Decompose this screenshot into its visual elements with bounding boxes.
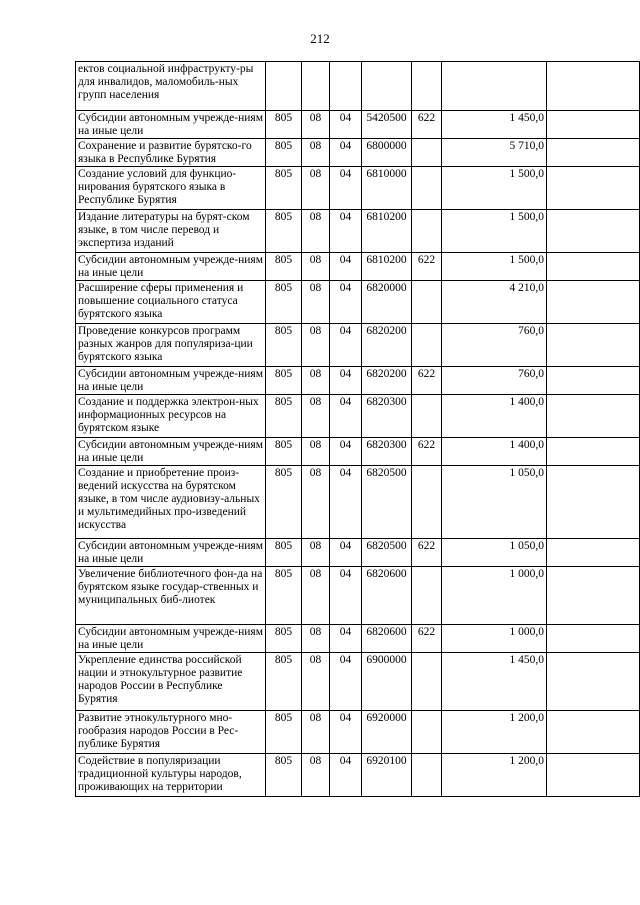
target-article-cell: 6920100 <box>362 754 412 797</box>
amount-cell: 1 450,0 <box>442 111 547 139</box>
row-name-cell: Издание литературы на бурят-ском языке, в том числе перевод и экспертиза изданий <box>76 210 266 253</box>
target-article-cell: 6820600 <box>362 625 412 653</box>
table-row <box>76 754 640 797</box>
amount-cell: 1 000,0 <box>442 567 547 625</box>
target-article-cell <box>362 62 412 111</box>
table-body <box>76 62 640 797</box>
ministry-code-cell: 805 <box>266 253 302 281</box>
subsection-code-cell: 04 <box>330 466 362 539</box>
subsection-code-cell: 04 <box>330 281 362 324</box>
table-row <box>76 324 640 367</box>
expense-type-cell <box>412 653 442 711</box>
subsection-code-cell: 04 <box>330 539 362 567</box>
expense-type-cell <box>412 395 442 438</box>
budget-table <box>75 61 640 797</box>
expense-type-cell <box>412 754 442 797</box>
subsection-code-cell: 04 <box>330 111 362 139</box>
table-row <box>76 62 640 111</box>
row-name-cell: Расширение сферы применения и повышение социального статуса бурятского языка <box>76 281 266 324</box>
subsection-code-cell: 04 <box>330 324 362 367</box>
row-name-cell: Развитие этнокультурного мно-гообразия народов России в Рес-публике Бурятия <box>76 711 266 754</box>
extra-cell <box>547 567 640 625</box>
extra-cell <box>547 625 640 653</box>
extra-cell <box>547 281 640 324</box>
target-article-cell: 6810200 <box>362 253 412 281</box>
expense-type-cell: 622 <box>412 253 442 281</box>
table-row <box>76 711 640 754</box>
ministry-code-cell: 805 <box>266 438 302 466</box>
expense-type-cell <box>412 567 442 625</box>
subsection-code-cell: 04 <box>330 711 362 754</box>
section-code-cell: 08 <box>302 711 330 754</box>
amount-cell: 1 500,0 <box>442 210 547 253</box>
target-article-cell: 6820600 <box>362 567 412 625</box>
ministry-code-cell <box>266 62 302 111</box>
table-row <box>76 438 640 466</box>
target-article-cell: 5420500 <box>362 111 412 139</box>
table-row <box>76 567 640 625</box>
subsection-code-cell: 04 <box>330 653 362 711</box>
amount-cell: 4 210,0 <box>442 281 547 324</box>
row-name-cell: Укрепление единства российской нации и этнокультурное развитие народов России в Республике Бурятия <box>76 653 266 711</box>
extra-cell <box>547 711 640 754</box>
expense-type-cell <box>412 324 442 367</box>
target-article-cell: 6900000 <box>362 653 412 711</box>
ministry-code-cell: 805 <box>266 395 302 438</box>
row-name-cell: Субсидии автономным учрежде-ниям на иные цели <box>76 625 266 653</box>
section-code-cell: 08 <box>302 754 330 797</box>
ministry-code-cell: 805 <box>266 210 302 253</box>
row-name-cell: Субсидии автономным учрежде-ниям на иные цели <box>76 539 266 567</box>
table-row <box>76 395 640 438</box>
amount-cell: 1 200,0 <box>442 754 547 797</box>
extra-cell <box>547 466 640 539</box>
extra-cell <box>547 210 640 253</box>
row-name-cell: Субсидии автономным учрежде-ниям на иные цели <box>76 253 266 281</box>
expense-type-cell: 622 <box>412 625 442 653</box>
target-article-cell: 6820500 <box>362 466 412 539</box>
extra-cell <box>547 139 640 167</box>
row-name-cell: Увеличение библиотечного фон-да на бурятском языке государ-ственных и муниципальных биб-лиотек <box>76 567 266 625</box>
expense-type-cell <box>412 62 442 111</box>
expense-type-cell: 622 <box>412 367 442 395</box>
table-row <box>76 653 640 711</box>
section-code-cell: 08 <box>302 139 330 167</box>
target-article-cell: 6810000 <box>362 167 412 210</box>
extra-cell <box>547 167 640 210</box>
extra-cell <box>547 539 640 567</box>
target-article-cell: 6820300 <box>362 395 412 438</box>
section-code-cell: 08 <box>302 466 330 539</box>
row-name-cell: Субсидии автономным учрежде-ниям на иные цели <box>76 438 266 466</box>
table-row <box>76 139 640 167</box>
table-row <box>76 253 640 281</box>
ministry-code-cell: 805 <box>266 567 302 625</box>
page-number: 212 <box>310 31 330 46</box>
section-code-cell: 08 <box>302 625 330 653</box>
amount-cell: 1 000,0 <box>442 625 547 653</box>
extra-cell <box>547 367 640 395</box>
section-code-cell: 08 <box>302 324 330 367</box>
section-code-cell: 08 <box>302 111 330 139</box>
row-name-cell: Содействие в популяризации традиционной культуры народов, проживающих на территории <box>76 754 266 797</box>
amount-cell: 1 450,0 <box>442 653 547 711</box>
row-name-cell: Создание условий для функцио-нирования бурятского языка в Республике Бурятия <box>76 167 266 210</box>
row-name-cell: Сохранение и развитие бурятско-го языка в Республике Бурятия <box>76 139 266 167</box>
section-code-cell: 08 <box>302 167 330 210</box>
subsection-code-cell: 04 <box>330 253 362 281</box>
section-code-cell: 08 <box>302 253 330 281</box>
subsection-code-cell: 04 <box>330 139 362 167</box>
target-article-cell: 6820500 <box>362 539 412 567</box>
extra-cell <box>547 395 640 438</box>
subsection-code-cell: 04 <box>330 395 362 438</box>
table-row <box>76 111 640 139</box>
amount-cell: 1 500,0 <box>442 253 547 281</box>
extra-cell <box>547 111 640 139</box>
expense-type-cell <box>412 281 442 324</box>
row-name-cell: Создание и поддержка электрон-ных информационных ресурсов на бурятском языке <box>76 395 266 438</box>
subsection-code-cell: 04 <box>330 210 362 253</box>
subsection-code-cell: 04 <box>330 567 362 625</box>
table-row <box>76 625 640 653</box>
table-row <box>76 466 640 539</box>
section-code-cell: 08 <box>302 367 330 395</box>
ministry-code-cell: 805 <box>266 167 302 210</box>
ministry-code-cell: 805 <box>266 466 302 539</box>
subsection-code-cell <box>330 62 362 111</box>
extra-cell <box>547 253 640 281</box>
table-row <box>76 539 640 567</box>
ministry-code-cell: 805 <box>266 324 302 367</box>
extra-cell <box>547 754 640 797</box>
ministry-code-cell: 805 <box>266 754 302 797</box>
row-name-cell: Создание и приобретение произ-ведений искусства на бурятском языке, в том числе аудиовизу-альных и мультимедийных про-изведений искусства <box>76 466 266 539</box>
ministry-code-cell: 805 <box>266 111 302 139</box>
subsection-code-cell: 04 <box>330 367 362 395</box>
section-code-cell: 08 <box>302 395 330 438</box>
target-article-cell: 6820000 <box>362 281 412 324</box>
amount-cell: 1 050,0 <box>442 466 547 539</box>
ministry-code-cell: 805 <box>266 711 302 754</box>
target-article-cell: 6820200 <box>362 324 412 367</box>
amount-cell: 1 400,0 <box>442 395 547 438</box>
table-row <box>76 167 640 210</box>
expense-type-cell <box>412 210 442 253</box>
target-article-cell: 6820200 <box>362 367 412 395</box>
row-name-cell: Субсидии автономным учрежде-ниям на иные цели <box>76 367 266 395</box>
subsection-code-cell: 04 <box>330 754 362 797</box>
expense-type-cell: 622 <box>412 111 442 139</box>
expense-type-cell <box>412 167 442 210</box>
expense-type-cell <box>412 139 442 167</box>
amount-cell: 760,0 <box>442 324 547 367</box>
section-code-cell: 08 <box>302 210 330 253</box>
table-row <box>76 367 640 395</box>
target-article-cell: 6920000 <box>362 711 412 754</box>
expense-type-cell <box>412 711 442 754</box>
amount-cell: 760,0 <box>442 367 547 395</box>
subsection-code-cell: 04 <box>330 625 362 653</box>
amount-cell: 1 400,0 <box>442 438 547 466</box>
target-article-cell: 6820300 <box>362 438 412 466</box>
section-code-cell: 08 <box>302 281 330 324</box>
ministry-code-cell: 805 <box>266 653 302 711</box>
section-code-cell: 08 <box>302 539 330 567</box>
extra-cell <box>547 324 640 367</box>
extra-cell <box>547 653 640 711</box>
extra-cell <box>547 62 640 111</box>
amount-cell: 1 050,0 <box>442 539 547 567</box>
subsection-code-cell: 04 <box>330 438 362 466</box>
target-article-cell: 6800000 <box>362 139 412 167</box>
expense-type-cell: 622 <box>412 438 442 466</box>
amount-cell: 5 710,0 <box>442 139 547 167</box>
ministry-code-cell: 805 <box>266 367 302 395</box>
ministry-code-cell: 805 <box>266 539 302 567</box>
section-code-cell: 08 <box>302 653 330 711</box>
ministry-code-cell: 805 <box>266 281 302 324</box>
expense-type-cell: 622 <box>412 539 442 567</box>
amount-cell: 1 500,0 <box>442 167 547 210</box>
table-row <box>76 281 640 324</box>
amount-cell: 1 200,0 <box>442 711 547 754</box>
row-name-cell: ектов социальной инфраструкту-ры для инвалидов, маломобиль-ных групп населения <box>76 62 266 111</box>
section-code-cell <box>302 62 330 111</box>
target-article-cell: 6810200 <box>362 210 412 253</box>
amount-cell <box>442 62 547 111</box>
expense-type-cell <box>412 466 442 539</box>
ministry-code-cell: 805 <box>266 625 302 653</box>
section-code-cell: 08 <box>302 567 330 625</box>
row-name-cell: Проведение конкурсов программ разных жанров для популяриза-ции бурятского языка <box>76 324 266 367</box>
section-code-cell: 08 <box>302 438 330 466</box>
row-name-cell: Субсидии автономным учрежде-ниям на иные цели <box>76 111 266 139</box>
extra-cell <box>547 438 640 466</box>
ministry-code-cell: 805 <box>266 139 302 167</box>
subsection-code-cell: 04 <box>330 167 362 210</box>
table-row <box>76 210 640 253</box>
